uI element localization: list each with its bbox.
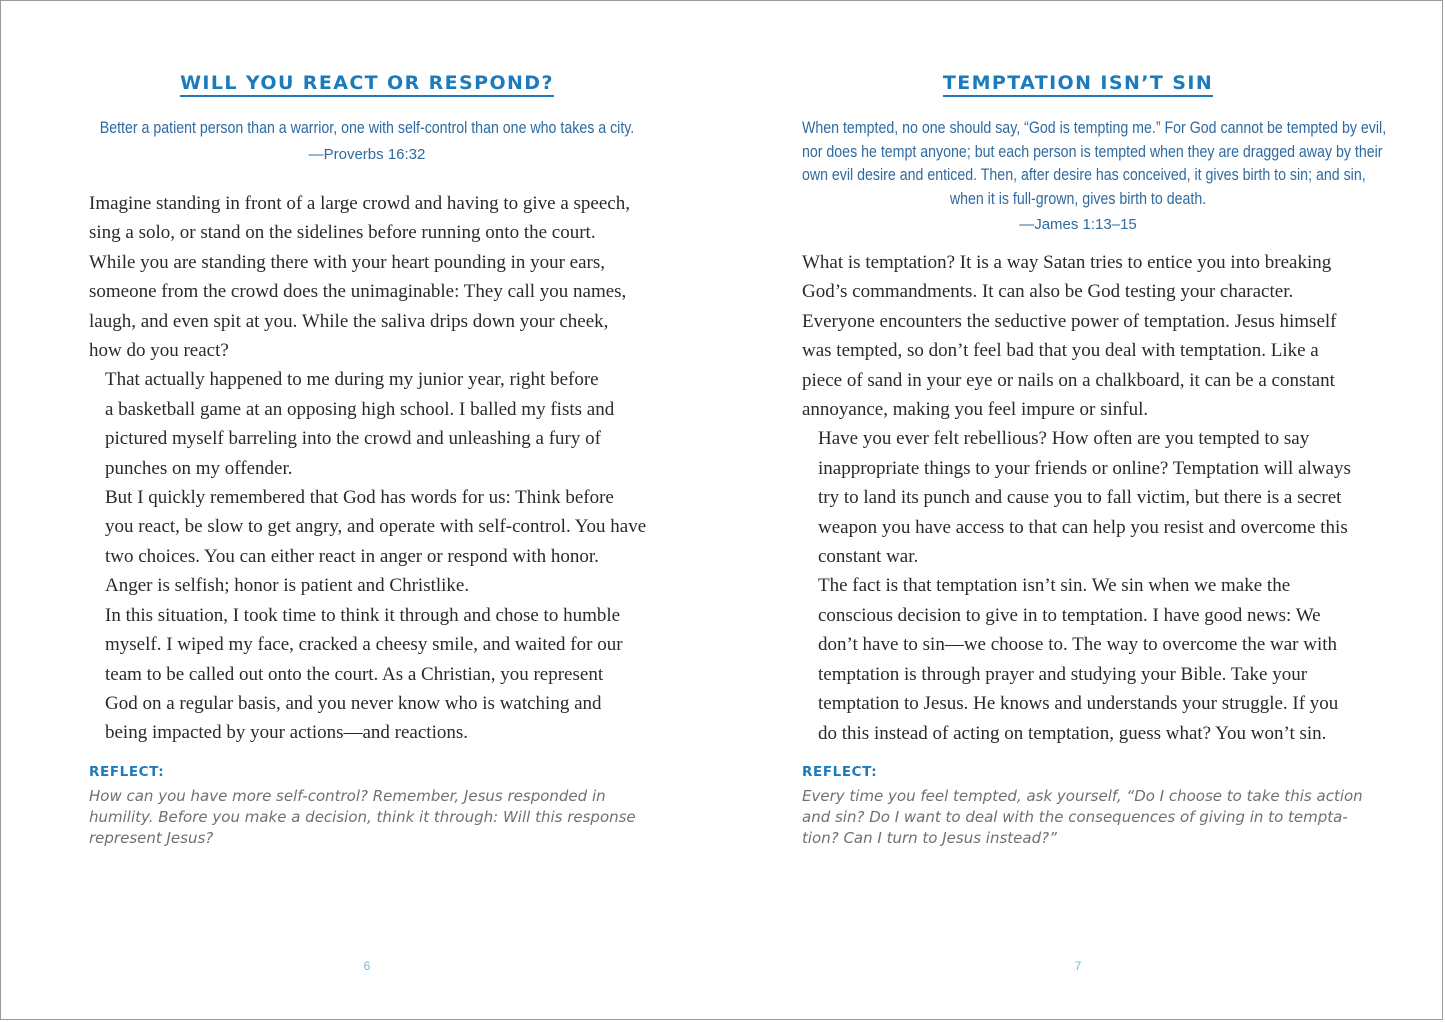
text-line: temptation is through prayer and studying your Bible. Take your (818, 663, 1308, 685)
text-line: Imagine standing in front of a large crowd and having to give a speech, (89, 193, 630, 214)
verse-line: when it is full-grown, gives birth to death. (949, 189, 1207, 208)
text-line: Have you ever felt rebellious? How often are you tempted to say (818, 428, 1310, 450)
text-line: someone from the crowd does the unimaginable: They call you names, (89, 281, 627, 303)
right-page-number: 7 (1074, 959, 1082, 973)
paragraph (802, 424, 1354, 571)
text-line: being impacted by your actions—and reactions. (105, 722, 469, 744)
text-line: Anger is selfish; honor is patient and Christlike. (105, 575, 470, 597)
text-line: temptation to Jesus. He knows and understands your struggle. If you (818, 693, 1339, 715)
paragraph (89, 365, 645, 483)
right-epigraph-verse (801, 117, 1387, 211)
left-page-number: 6 (363, 959, 371, 973)
left-epigraph-verse: Better a patient person than a warrior, one with self-control than one who takes a city. (99, 119, 635, 137)
text-line: you react, be slow to get angry, and operate with self-control. You have (105, 516, 647, 538)
text-line: pictured myself barreling into the crowd and unleashing a fury of (105, 428, 601, 450)
left-reflect-label: REFLECT: (89, 764, 165, 780)
paragraph (802, 248, 1354, 424)
right-body-text (802, 248, 1354, 748)
text-line: piece of sand in your eye or nails on a chalkboard, it can be a constant (802, 369, 1335, 391)
paragraph (89, 483, 645, 601)
text-line: inappropriate things to your friends or online? Temptation will always (818, 457, 1351, 479)
reflect-line: humility. Before you make a decision, think it through: Will this response (89, 807, 636, 826)
reflect-line: represent Jesus? (89, 828, 214, 847)
text-line: myself. I wiped my face, cracked a cheesy smile, and waited for our (105, 634, 623, 656)
verse-line: When tempted, no one should say, “God is tempting me.” For God cannot be tempted by evil, (801, 119, 1387, 137)
left-reflect-text (89, 786, 649, 848)
text-line: weapon you have access to that can help you resist and overcome this (818, 516, 1348, 538)
text-line: how do you react? (89, 340, 229, 362)
reflect-line: Every time you feel tempted, ask yourself, “Do I choose to take this action (802, 787, 1363, 805)
text-line: The fact is that temptation isn’t sin. We sin when we make the (818, 575, 1291, 597)
right-reflect-text (802, 786, 1362, 848)
text-line: was tempted, so don’t feel bad that you deal with temptation. Like a (802, 340, 1319, 362)
right-page (801, 1, 1387, 1021)
right-reflect-label: REFLECT: (802, 764, 878, 780)
text-line: conscious decision to give in to temptation. I have good news: We (818, 604, 1321, 626)
reflect-line: How can you have more self-control? Remember, Jesus responded in (89, 787, 606, 805)
reflect-line: and sin? Do I want to deal with the consequences of giving in to tempta- (802, 807, 1348, 826)
text-line: But I quickly remembered that God has words for us: Think before (105, 487, 614, 509)
text-line: two choices. You can either react in anger or respond with honor. (105, 545, 599, 567)
right-page-title: TEMPTATION ISN’T SIN (802, 72, 1354, 94)
right-epigraph-reference: —James 1:13–15 (1019, 216, 1137, 233)
paragraph (89, 601, 645, 748)
text-line: constant war. (818, 546, 919, 568)
left-page (89, 1, 645, 1021)
text-line: team to be called out onto the court. As a Christian, you represent (105, 663, 604, 685)
paragraph (89, 189, 645, 365)
text-line: God on a regular basis, and you never know who is watching and (105, 692, 602, 714)
text-line: God’s commandments. It can also be God testing your character. (802, 281, 1294, 303)
verse-line: own evil desire and enticed. Then, after desire has conceived, it gives birth to sin; and sin, (801, 166, 1366, 184)
verse-line: nor does he tempt anyone; but each person is tempted when they are dragged away by their (801, 142, 1383, 161)
right-epigraph (801, 117, 1387, 235)
text-line: What is temptation? It is a way Satan tries to entice you into breaking (802, 252, 1332, 273)
text-line: That actually happened to me during my junior year, right before (105, 369, 599, 391)
text-line: laugh, and even spit at you. While the saliva drips down your cheek, (89, 310, 609, 332)
paragraph (802, 571, 1354, 747)
text-line: annoyance, making you feel impure or sinful. (802, 399, 1149, 421)
left-page-title: WILL YOU REACT OR RESPOND? (89, 72, 645, 94)
text-line: do this instead of acting on temptation, guess what? You won’t sin. (818, 722, 1327, 744)
left-epigraph (89, 117, 645, 165)
left-body-text (89, 189, 645, 748)
text-line: don’t have to sin—we choose to. The way to overcome the war with (818, 634, 1338, 656)
text-line: sing a solo, or stand on the sidelines before running onto the court. (89, 222, 596, 244)
text-line: While you are standing there with your heart pounding in your ears, (89, 251, 606, 273)
text-line: try to land its punch and cause you to fall victim, but there is a secret (818, 487, 1342, 509)
text-line: a basketball game at an opposing high school. I balled my fists and (105, 398, 615, 420)
text-line: Everyone encounters the seductive power of temptation. Jesus himself (802, 310, 1337, 332)
reflect-line: tion? Can I turn to Jesus instead?” (802, 828, 1057, 847)
left-epigraph-reference: —Proverbs 16:32 (308, 145, 426, 163)
text-line: In this situation, I took time to think it through and chose to humble (105, 604, 621, 626)
text-line: punches on my offender. (105, 457, 293, 479)
